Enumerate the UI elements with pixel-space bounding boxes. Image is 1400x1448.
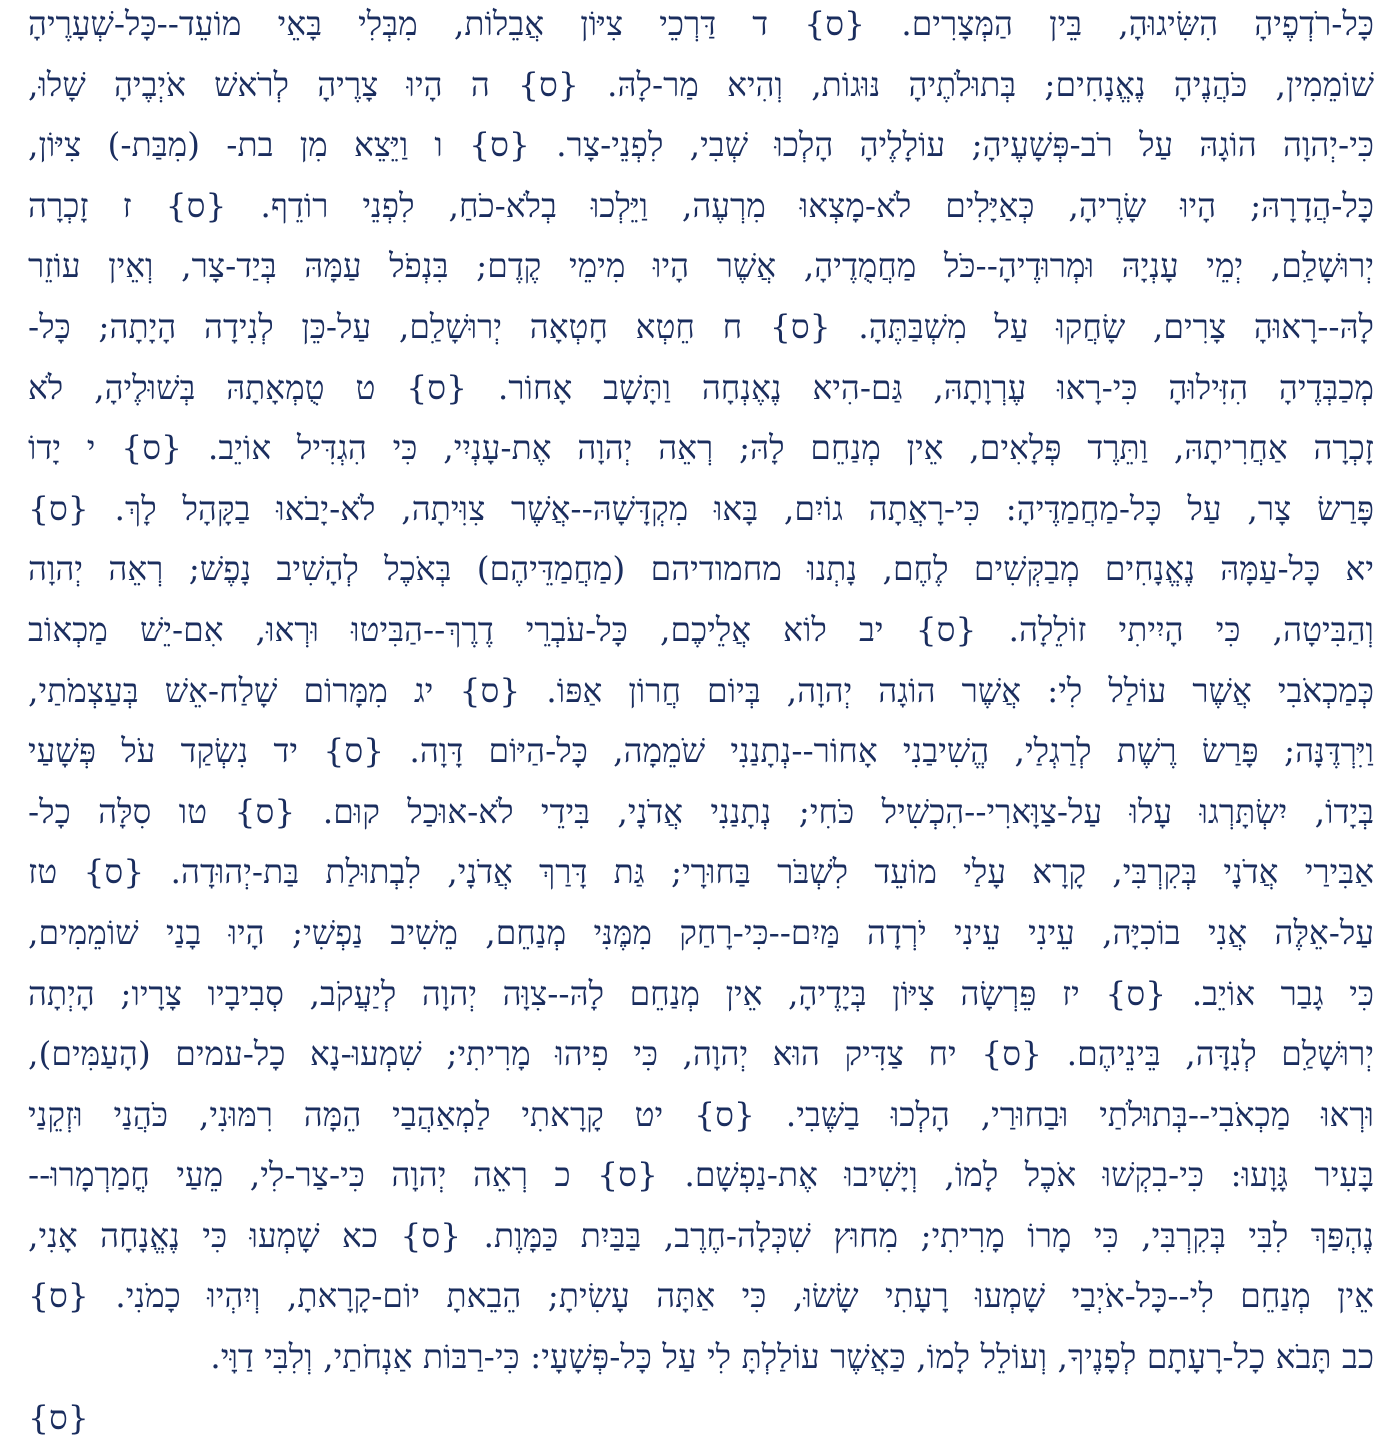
text-line: וְהַבִּיטָה, כִּי הָיִיתִי זוֹלֵלָה. {ס} יב לוֹא אֲלֵיכֶם, כָּל-עֹבְרֵי דֶרֶךְ--הַבִּיטוּ וּרְאוּ, אִם-יֵשׁ מַכְאוֹב [28, 609, 1374, 649]
text-line: פָּרַשׂ צָר, עַל כָּל-מַחֲמַדֶּיהָ: כִּי-רָאֲתָה גוֹיִם, בָּאוּ מִקְדָּשָׁהּ--אֲשֶׁר צִוִּיתָה, לֹא-יָבֹאוּ בַקָּהָל לָךְ. {ס} [28, 488, 1374, 528]
text-line: בְּיָדוֹ, יִשְׂתָּרְגוּ עָלוּ עַל-צַוָּארִי--הִכְשִׁיל כֹּחִי; נְתָנַנִי אֲדֹנָי, בִּידֵי לֹא-אוּכַל קוּם. {ס} טו סִלָּה כָל- [28, 791, 1374, 831]
text-line: יא כָּל-עַמָּהּ נֶאֱנָחִים מְבַקְּשִׁים לֶחֶם, נָתְנוּ מחמודיהם (מַחֲמַדֵּיהֶם) בְּאֹכֶל לְהָשִׁיב נָפֶשׁ; רְאֵה יְהוָה [28, 549, 1374, 589]
text-line: וַיִּרְדֶּנָּה; פָּרַשׂ רֶשֶׁת לְרַגְלַי, הֱשִׁיבַנִי אָחוֹר--נְתָנַנִי שֹׁמֵמָה, כָּל-הַיּוֹם דָּוָה. {ס} יד נִשְׂקַד עֹל פְּשָׁעַי [28, 731, 1374, 771]
text-line: כִּי-יְהוָה הוֹגָהּ עַל רֹב-פְּשָׁעֶיהָ; עוֹלָלֶיהָ הָלְכוּ שְׁבִי, לִפְנֵי-צָר. {ס} ו וַיֵּצֵא מִן בת- (מִבַּת-) צִיּוֹן, [28, 125, 1374, 165]
text-line: לָהּ--רָאוּהָ צָרִים, שָׂחֲקוּ עַל מִשְׁבַּתֶּהָ. {ס} ח חֵטְא חָטְאָה יְרוּשָׁלִַם, עַל-כֵּן לְנִידָה הָיָתָה; כָּל- [28, 306, 1374, 346]
text-line: וּרְאוּ מַכְאֹבִי--בְּתוּלֹתַי וּבַחוּרַי, הָלְכוּ בַשֶּׁבִי. {ס} יט קָרָאתִי לַמְאַהֲבַי הֵמָּה רִמּוּנִי, כֹּהֲנַי וּזְקֵנַי [28, 1094, 1374, 1134]
text-line: אַבִּירַי אֲדֹנָי בְּקִרְבִּי, קָרָא עָלַי מוֹעֵד לִשְׁבֹּר בַּחוּרָי; גַּת דָּרַךְ אֲדֹנָי, לִבְתוּלַת בַּת-יְהוּדָה. {ס} טז [28, 852, 1374, 892]
text-line: כָּל-רֹדְפֶיהָ הִשִּׂיגוּהָ, בֵּין הַמְּצָרִים. {ס} ד דַּרְכֵי צִיּוֹן אֲבֵלוֹת, מִבְּלִי בָּאֵי מוֹעֵד--כָּל-שְׁעָרֶיהָ [28, 4, 1374, 43]
text-line: אֵין מְנַחֵם לִי--כָּל-אֹיְבַי שָׁמְעוּ רָעָתִי שָׂשׂוּ, כִּי אַתָּה עָשִׂיתָ; הֵבֵאתָ יוֹם-קָרָאתָ, וְיִהְיוּ כָמֹנִי. {ס} [28, 1276, 1374, 1316]
trailing-fragment: {ס} [28, 1397, 89, 1437]
text-line: יְרוּשָׁלִַם, יְמֵי עָנְיָהּ וּמְרוּדֶיהָ--כֹּל מַחֲמֻדֶיהָ, אֲשֶׁר הָיוּ מִימֵי קֶדֶם; בִּנְפֹל עַמָּהּ בְּיַד-צָר, וְאֵין עוֹזֵר [28, 246, 1374, 286]
text-line: כְּמַכְאֹבִי אֲשֶׁר עוֹלַל לִי: אֲשֶׁר הוֹגָה יְהוָה, בְּיוֹם חֲרוֹן אַפּוֹ. {ס} יג מִמָּרוֹם שָׁלַח-אֵשׁ בְּעַצְמֹתַי, [28, 670, 1374, 710]
text-line: כִּי גָבַר אוֹיֵב. {ס} יז פֵּרְשָׂה צִיּוֹן בְּיָדֶיהָ, אֵין מְנַחֵם לָהּ--צִוָּה יְהוָה לְיַעֲקֹב, סְבִיבָיו צָרָיו; הָיְתָה [28, 973, 1374, 1013]
text-line: מְכַבְּדֶיהָ הִזִּילוּהָ כִּי-רָאוּ עֶרְוָתָהּ, גַּם-הִיא נֶאֶנְחָה וַתָּשָׁב אָחוֹר. {ס} ט טֻמְאָתָהּ בְּשׁוּלֶיהָ, לֹא [28, 367, 1374, 407]
scripture-text-block [28, 0, 1374, 1448]
text-line: זָכְרָה אַחֲרִיתָהּ, וַתֵּרֶד פְּלָאִים, אֵין מְנַחֵם לָהּ; רְאֵה יְהוָה אֶת-עָנְיִי, כִּי הִגְדִּיל אוֹיֵב. {ס} י יָדוֹ [28, 428, 1374, 468]
text-line: כב תָּבֹא כָל-רָעָתָם לְפָנֶיךָ, וְעוֹלֵל לָמוֹ, כַּאֲשֶׁר עוֹלַלְתָּ לִי עַל כָּל-פְּשָׁעָי: כִּי-רַבּוֹת אַנְחֹתַי, וְלִבִּי דַוָּי. [210, 1337, 1374, 1377]
text-line: בָּעִיר גָּוָעוּ: כִּי-בִקְשׁוּ אֹכֶל לָמוֹ, וְיָשִׁיבוּ אֶת-נַפְשָׁם. {ס} כ רְאֵה יְהוָה כִּי-צַר-לִי, מֵעַי חֳמַרְמָרוּ-- [28, 1155, 1374, 1195]
text-line: שׁוֹמֵמִין, כֹּהֲנֶיהָ נֶאֱנָחִים; בְּתוּלֹתֶיהָ נּוּגוֹת, וְהִיא מַר-לָהּ. {ס} ה הָיוּ צָרֶיהָ לְרֹאשׁ אֹיְבֶיהָ שָׁלוּ, [28, 64, 1374, 104]
text-line: יְרוּשָׁלִַם לְנִדָּה, בֵּינֵיהֶם. {ס} יח צַדִּיק הוּא יְהוָה, כִּי פִיהוּ מָרִיתִי; שִׁמְעוּ-נָא כָל-עמים (הָעַמִּים), [28, 1034, 1374, 1074]
text-line: עַל-אֵלֶּה אֲנִי בוֹכִיָּה, עֵינִי עֵינִי יֹרְדָה מַּיִם--כִּי-רָחַק מִמֶּנִּי מְנַחֵם, מֵשִׁיב נַפְשִׁי; הָיוּ בָנַי שׁוֹמֵמִים, [28, 912, 1374, 952]
text-line: נֶהְפַּךְ לִבִּי בְּקִרְבִּי, כִּי מָרוֹ מָרִיתִי; מִחוּץ שִׁכְּלָה-חֶרֶב, בַּבַּיִת כַּמָּוֶת. {ס} כא שָׁמְעוּ כִּי נֶאֱנָחָה אָנִי, [28, 1215, 1374, 1255]
text-line: כָּל-הֲדָרָהּ; הָיוּ שָׂרֶיהָ, כְּאַיָּלִים לֹא-מָצְאוּ מִרְעֶה, וַיֵּלְכוּ בְלֹא-כֹחַ, לִפְנֵי רוֹדֵף. {ס} ז זָכְרָה [28, 185, 1374, 225]
